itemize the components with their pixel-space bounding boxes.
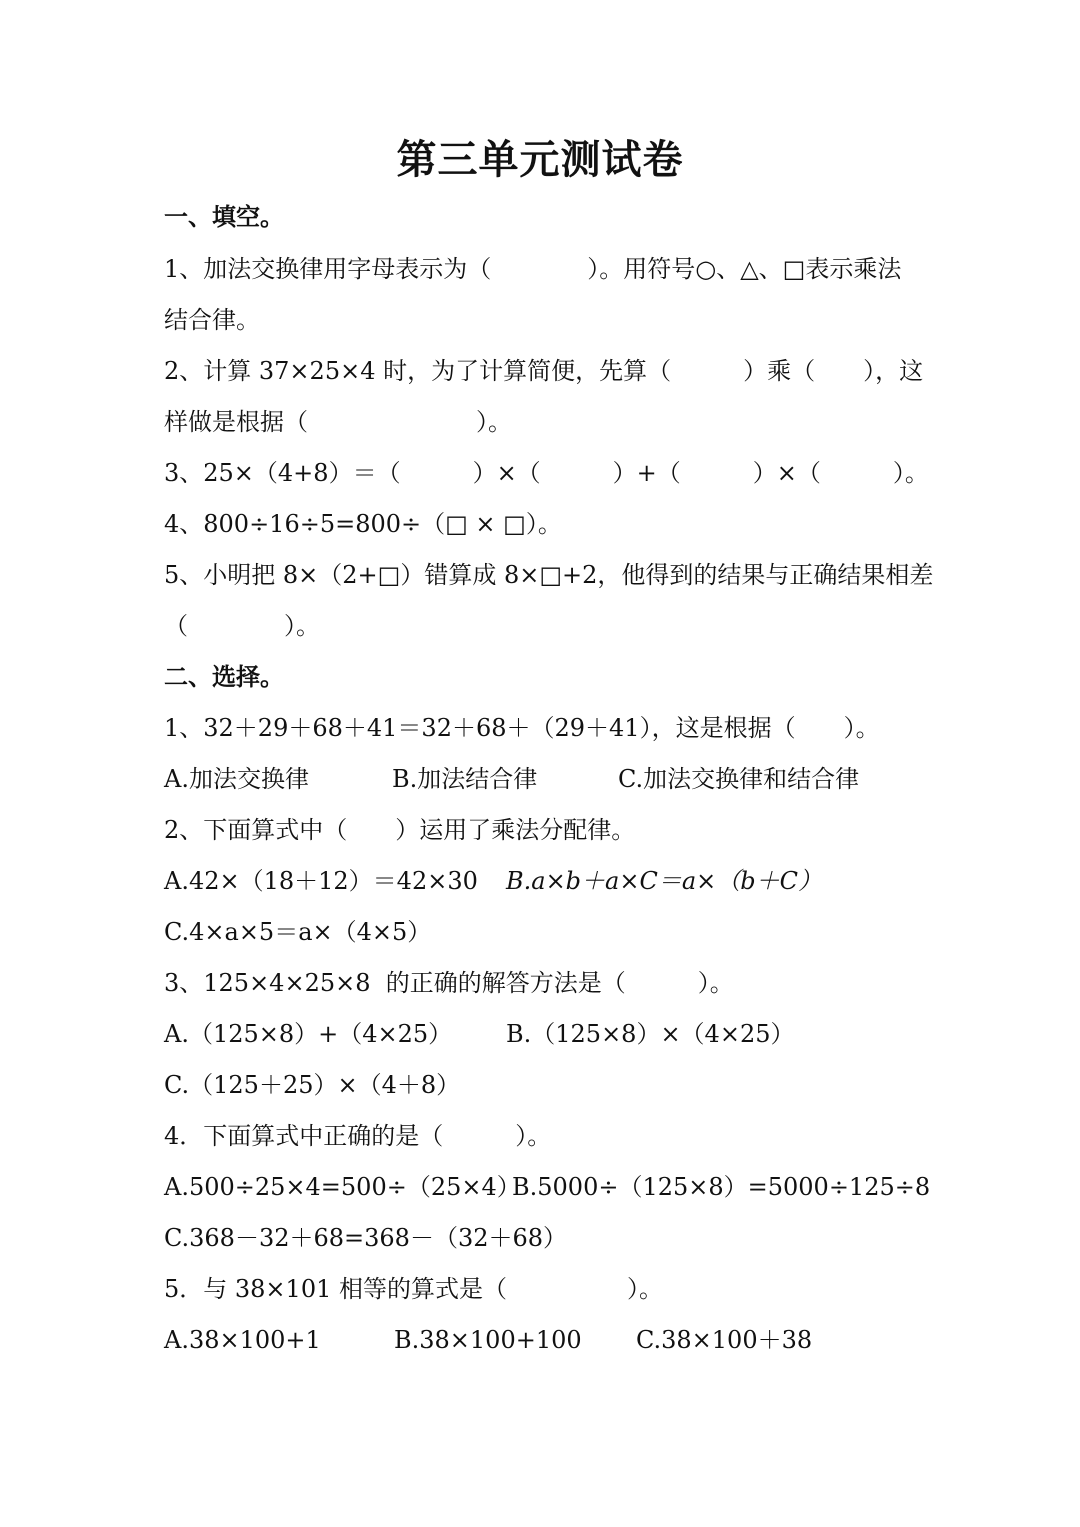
question-2-4-option-a: A.500÷25×4=500÷（25×4）	[164, 1173, 521, 1201]
question-2-5-option-b: B.38×100+100	[394, 1326, 582, 1354]
section-heading-fill-blank: 一、填空。	[164, 202, 284, 231]
question-1-1-line-1: 1、加法交换律用字母表示为（ ）。用符号○、△、□表示乘法	[164, 255, 902, 283]
question-1-4: 4、800÷16÷5=800÷（□ × □）。	[164, 510, 562, 538]
question-2-2: 2、下面算式中（ ）运用了乘法分配律。	[164, 816, 636, 844]
question-1-5-line-1: 5、小明把 8×（2+□）错算成 8×□+2，他得到的结果与正确结果相差	[164, 561, 934, 589]
question-2-1-option-a: A.加法交换律	[164, 765, 309, 793]
question-1-2-line-1: 2、计算 37×25×4 时，为了计算简便，先算（ ）乘（ ），这	[164, 357, 924, 385]
question-2-5: 5．与 38×101 相等的算式是（ ）。	[164, 1275, 663, 1303]
question-2-4-option-b: B.5000÷（125×8）=5000÷125÷8	[512, 1173, 931, 1201]
question-1-1-line-2: 结合律。	[164, 306, 260, 334]
question-2-4-option-c: C.368－32＋68=368－（32＋68）	[164, 1224, 568, 1252]
question-2-3-option-c: C.（125＋25）×（4＋8）	[164, 1071, 461, 1099]
page-title: 第三单元测试卷	[396, 136, 684, 183]
question-2-3-option-b: B.（125×8）×（4×25）	[506, 1020, 795, 1048]
question-2-1: 1、32＋29＋68＋41＝32＋68＋（29＋41），这是根据（ ）。	[164, 714, 880, 742]
question-1-5-line-2: （ ）。	[164, 612, 320, 640]
question-1-2-line-2: 样做是根据（ ）。	[164, 408, 512, 436]
question-2-2-option-a: A.42×（18＋12）＝42×30	[164, 867, 478, 895]
question-2-1-option-c: C.加法交换律和结合律	[618, 765, 860, 793]
question-2-2-option-b: B.a×b＋a×C＝a×（b＋C）	[506, 867, 822, 895]
question-1-3: 3、25×（4+8）＝（ ）×（ ）+（ ）×（ ）。	[164, 459, 929, 487]
section-heading-choice: 二、选择。	[164, 662, 284, 691]
question-2-5-option-c: C.38×100＋38	[636, 1326, 813, 1354]
question-2-5-option-a: A.38×100+1	[164, 1326, 321, 1354]
question-2-2-option-c: C.4×a×5＝a×（4×5）	[164, 918, 432, 946]
question-2-3: 3、125×4×25×8 的正确的解答方法是（ ）。	[164, 969, 734, 997]
question-2-1-option-b: B.加法结合律	[392, 765, 538, 793]
question-2-4: 4．下面算式中正确的是（ ）。	[164, 1122, 552, 1150]
question-2-3-option-a: A.（125×8）+（4×25）	[164, 1020, 453, 1048]
